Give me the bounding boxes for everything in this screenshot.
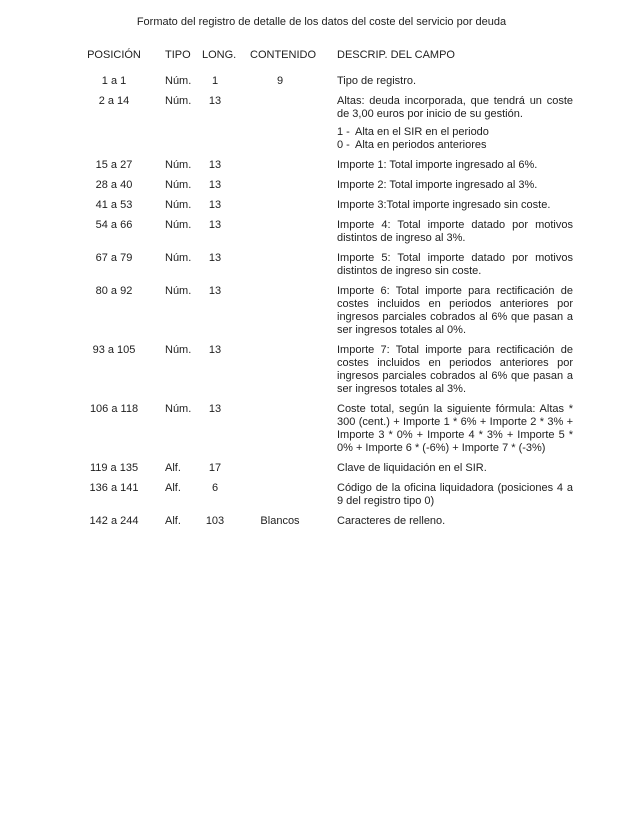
description-paragraph: Caracteres de relleno. — [337, 515, 446, 527]
option-line — [337, 139, 573, 152]
description-paragraph: Importe 1: Total importe ingresado al 6%. — [337, 159, 538, 171]
cell-posicion: 142 a 244 — [89, 515, 139, 527]
cell-tipo: Núm. — [165, 219, 192, 231]
table-row — [0, 252, 643, 278]
cell-posicion: 2 a 14 — [98, 95, 130, 107]
table-row — [0, 219, 643, 245]
cell-posicion: 136 a 141 — [89, 482, 139, 494]
table-row — [0, 285, 643, 337]
option-line — [337, 126, 573, 139]
table-row — [0, 75, 643, 88]
cell-long: 13 — [208, 285, 222, 297]
option-list — [337, 126, 573, 152]
option-label: Alta en periodos anteriores — [355, 139, 487, 151]
description-paragraph: Importe 4: Total importe datado por motivos distintos de ingreso al 3%. — [337, 219, 573, 244]
cell-long: 1 — [211, 75, 219, 87]
cell-contenido: Blancos — [260, 515, 300, 527]
cell-tipo: Núm. — [165, 95, 192, 107]
cell-long: 13 — [208, 403, 222, 415]
description-paragraph: Importe 2: Total importe ingresado al 3%. — [337, 179, 538, 191]
cell-long: 13 — [208, 199, 222, 211]
option-code: 1 - — [337, 126, 350, 138]
description-paragraph: Tipo de registro. — [337, 75, 417, 87]
cell-long: 17 — [208, 462, 222, 474]
table-body — [0, 75, 643, 528]
cell-long: 13 — [208, 344, 222, 356]
cell-descripcion — [337, 159, 573, 172]
cell-tipo: Alf. — [165, 482, 181, 494]
table-row — [0, 159, 643, 172]
cell-descripcion — [337, 219, 573, 245]
cell-posicion: 93 a 105 — [92, 344, 136, 356]
cell-descripcion — [337, 75, 573, 88]
cell-descripcion — [337, 285, 573, 337]
field-table — [0, 49, 643, 528]
table-row — [0, 344, 643, 396]
cell-tipo: Núm. — [165, 403, 192, 415]
table-row — [0, 179, 643, 192]
cell-posicion: 15 a 27 — [95, 159, 133, 171]
cell-tipo: Núm. — [165, 199, 192, 211]
cell-descripcion — [337, 95, 573, 152]
column-header-contenido: CONTENIDO — [250, 49, 316, 61]
table-header-row — [0, 49, 643, 62]
cell-posicion: 80 a 92 — [95, 285, 133, 297]
cell-posicion: 106 a 118 — [89, 403, 139, 415]
table-row — [0, 403, 643, 455]
description-paragraph: Clave de liquidación en el SIR. — [337, 462, 487, 474]
page-title: Formato del registro de detalle de los datos del coste del servicio por deuda — [136, 16, 507, 28]
cell-descripcion — [337, 403, 573, 455]
cell-contenido: 9 — [276, 75, 284, 87]
description-paragraph: Código de la oficina liquidadora (posiciones 4 a 9 del registro tipo 0) — [337, 482, 573, 507]
cell-long: 13 — [208, 159, 222, 171]
column-header-descripcion: DESCRIP. DEL CAMPO — [337, 49, 455, 61]
cell-long: 13 — [208, 179, 222, 191]
cell-long: 13 — [208, 95, 222, 107]
cell-long: 103 — [205, 515, 225, 527]
cell-descripcion — [337, 515, 573, 528]
cell-tipo: Núm. — [165, 159, 192, 171]
column-header-tipo: TIPO — [165, 49, 191, 61]
cell-descripcion — [337, 199, 573, 212]
table-row — [0, 482, 643, 508]
cell-posicion: 119 a 135 — [89, 462, 139, 474]
cell-posicion: 54 a 66 — [95, 219, 133, 231]
description-paragraph: Importe 5: Total importe datado por motivos distintos de ingreso sin coste. — [337, 252, 573, 277]
cell-descripcion — [337, 179, 573, 192]
description-paragraph: Importe 7: Total importe para rectificación de costes incluidos en periodos anteriores por ingresos parciales cobrados al 6% que pasan a ser ingresos totales al 3%. — [337, 344, 573, 395]
cell-long: 6 — [211, 482, 219, 494]
column-header-long: LONG. — [202, 49, 237, 61]
description-paragraph: Importe 6: Total importe para rectificación de costes incluidos en periodos anteriores por ingresos parciales cobrados al 6% que pasan a ser ingresos totales al 0%. — [337, 285, 573, 336]
table-row — [0, 462, 643, 475]
cell-posicion: 1 a 1 — [101, 75, 127, 87]
cell-tipo: Núm. — [165, 75, 192, 87]
option-code: 0 - — [337, 139, 350, 151]
cell-descripcion — [337, 344, 573, 396]
cell-posicion: 41 a 53 — [95, 199, 133, 211]
cell-tipo: Núm. — [165, 344, 192, 356]
cell-tipo: Núm. — [165, 179, 192, 191]
table-row — [0, 95, 643, 152]
cell-descripcion — [337, 482, 573, 508]
option-label: Alta en el SIR en el periodo — [355, 126, 489, 138]
cell-tipo: Alf. — [165, 515, 181, 527]
table-row — [0, 199, 643, 212]
column-header-posicion: POSICIÓN — [87, 49, 141, 61]
cell-tipo: Alf. — [165, 462, 181, 474]
description-paragraph: Coste total, según la siguiente fórmula: Altas * 300 (cent.) + Importe 1 * 6% + Importe 2 * 3% + Importe 3 * 0% + Importe 4 * 3% + Importe 5 * 0% + Importe 6 * (-6%) + Importe 7 * (-3%) — [337, 403, 573, 454]
description-paragraph: Importe 3:Total importe ingresado sin coste. — [337, 199, 551, 211]
cell-posicion: 67 a 79 — [95, 252, 133, 264]
cell-long: 13 — [208, 252, 222, 264]
cell-posicion: 28 a 40 — [95, 179, 133, 191]
cell-tipo: Núm. — [165, 252, 192, 264]
cell-descripcion — [337, 252, 573, 278]
table-row — [0, 515, 643, 528]
cell-descripcion — [337, 462, 573, 475]
cell-long: 13 — [208, 219, 222, 231]
description-paragraph: Altas: deuda incorporada, que tendrá un coste de 3,00 euros por inicio de su gestión. — [337, 95, 573, 120]
cell-tipo: Núm. — [165, 285, 192, 297]
